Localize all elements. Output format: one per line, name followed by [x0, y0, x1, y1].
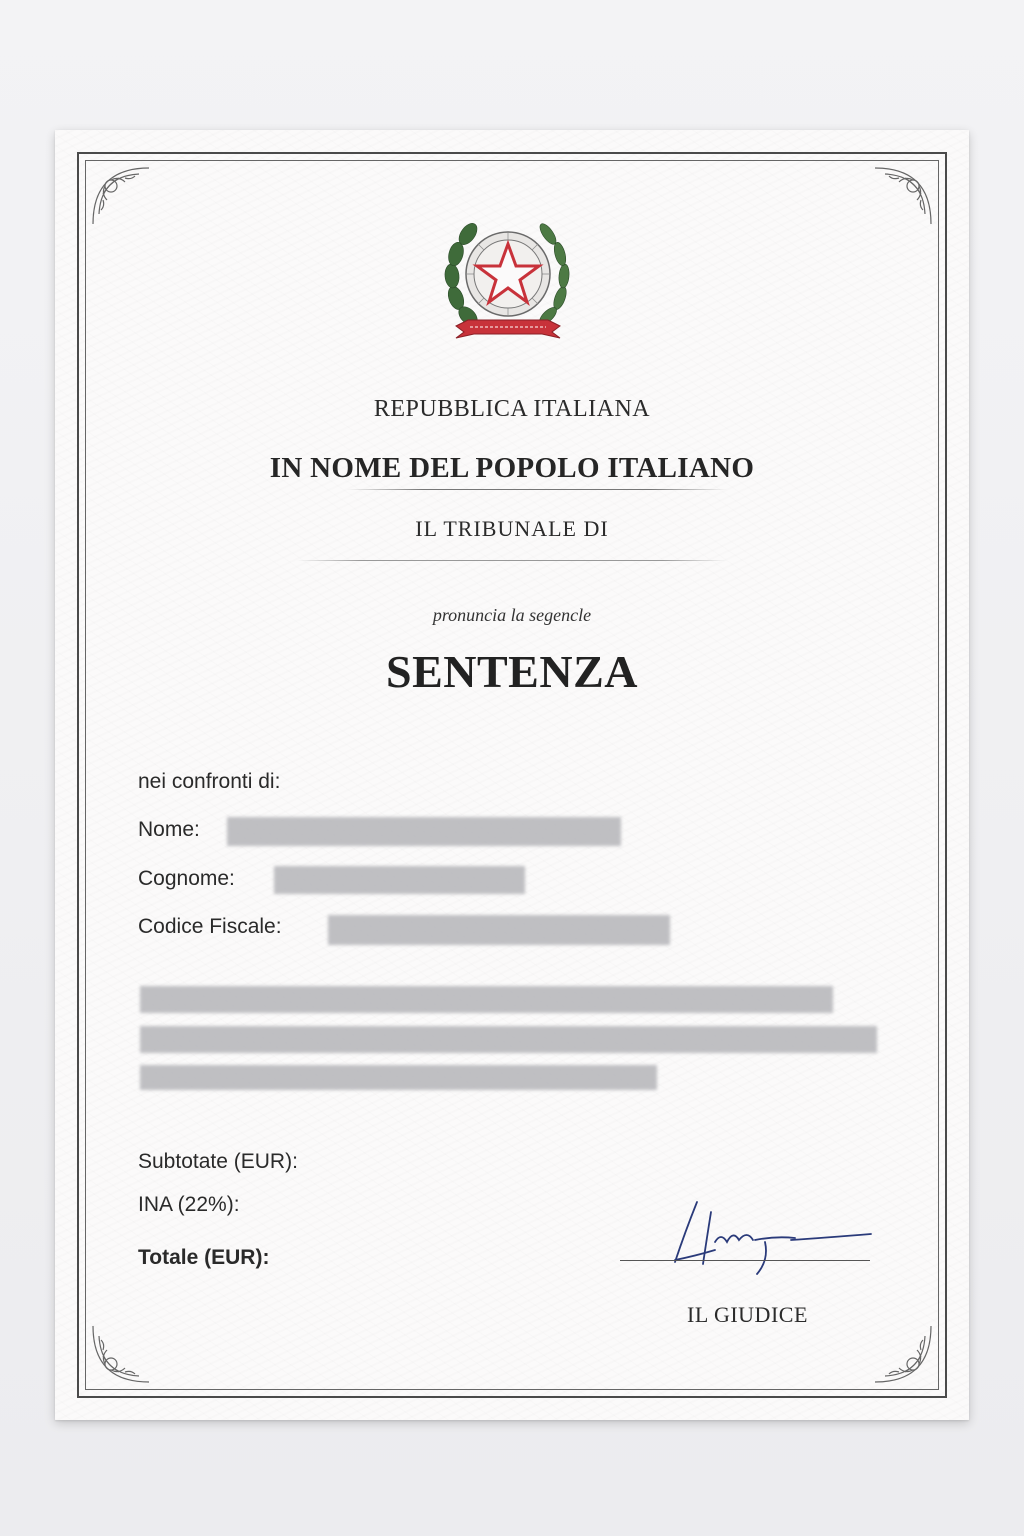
divider	[297, 560, 727, 561]
vat-label: INA (22%):	[138, 1193, 240, 1216]
judge-role: IL GIUDICE	[687, 1302, 808, 1327]
redacted-cognome	[274, 866, 525, 894]
field-label-cognome: Cognome:	[138, 867, 235, 890]
redacted-text-line	[140, 1026, 877, 1053]
corner-ornament-icon	[871, 164, 935, 228]
popolo-heading: IN NOME DEL POPOLO ITALIANO	[269, 452, 755, 484]
intro-line: pronuncia la segencle	[432, 605, 592, 625]
judge-signature	[615, 1192, 885, 1282]
republic-heading: REPUBBLICA ITALIANA	[373, 396, 651, 422]
redacted-text-line	[140, 986, 833, 1013]
redacted-codice-fiscale	[328, 915, 670, 945]
total-label: Totale (EUR):	[138, 1246, 270, 1269]
subtotal-label: Subtotate (EUR):	[138, 1150, 298, 1173]
corner-ornament-icon	[89, 164, 153, 228]
corner-ornament-icon	[871, 1322, 935, 1386]
court-heading: IL TRIBUNALE DI	[415, 516, 609, 541]
field-label-nome: Nome:	[138, 818, 200, 841]
divider	[347, 489, 727, 490]
parties-heading: nei confronti di:	[138, 770, 281, 793]
italian-republic-emblem-icon	[438, 208, 578, 350]
redacted-nome	[227, 817, 621, 846]
redacted-text-line	[140, 1065, 657, 1090]
signature-line	[620, 1260, 870, 1261]
document-title: SENTENZA	[386, 646, 638, 697]
document-sheet	[55, 130, 969, 1420]
field-label-codice-fiscale: Codice Fiscale:	[138, 915, 282, 938]
corner-ornament-icon	[89, 1322, 153, 1386]
